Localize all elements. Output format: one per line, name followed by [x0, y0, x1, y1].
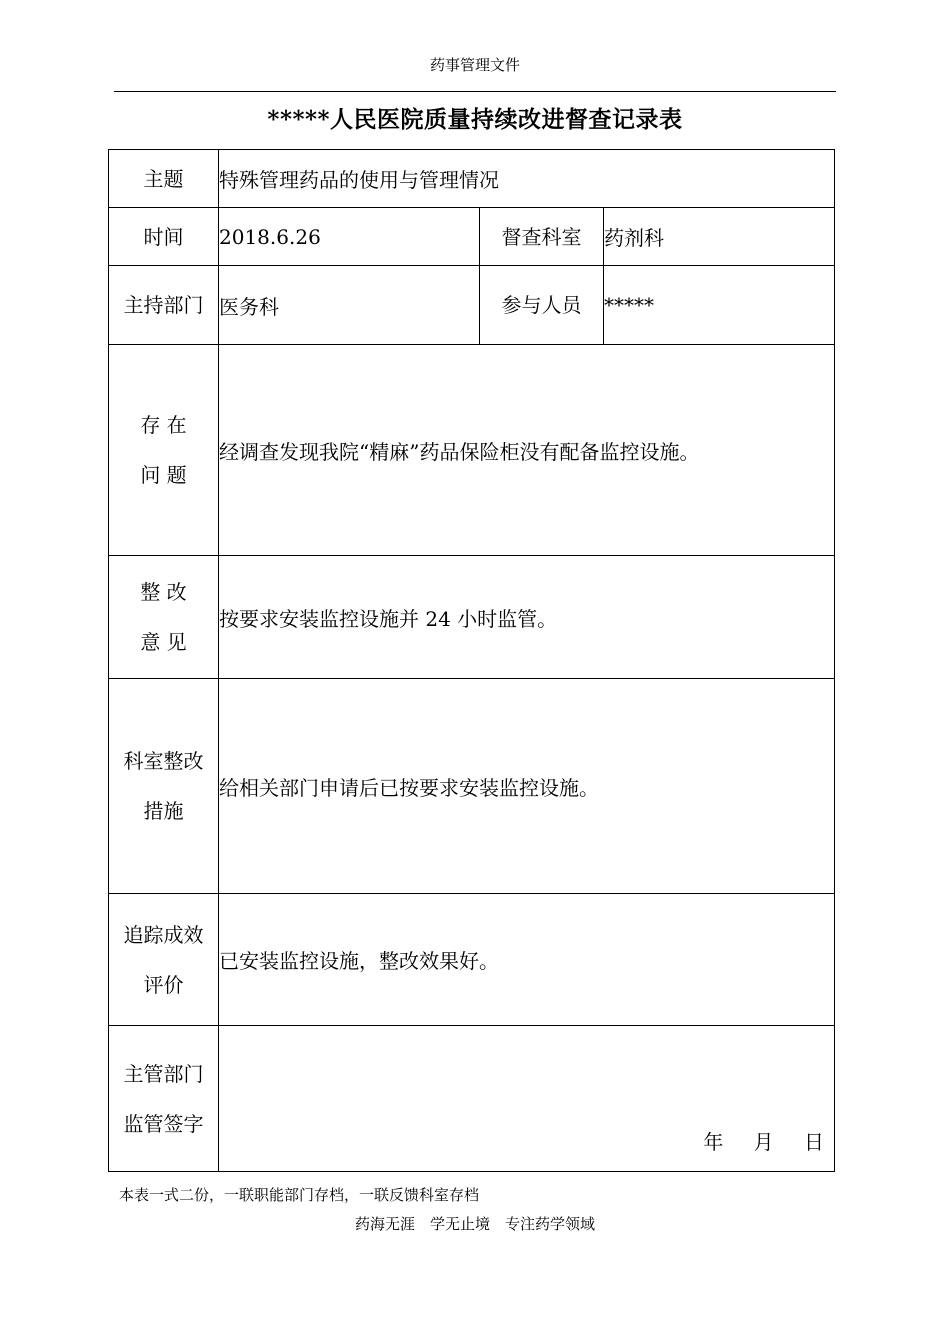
row-time	[109, 208, 835, 266]
inspect-dept-value: 药剂科	[604, 208, 835, 266]
issues-label-line2: 问 题	[140, 463, 187, 487]
date-day: 日	[804, 1130, 825, 1154]
tracking-label-line2: 评价	[143, 972, 184, 997]
measures-value: 给相关部门申请后已按要求安装监控设施。	[219, 679, 835, 894]
inspection-record-table	[108, 149, 835, 1172]
row-issues	[109, 345, 835, 556]
signature-field[interactable]	[219, 1026, 835, 1172]
signature-label-line2: 监管签字	[123, 1111, 204, 1136]
row-subject	[109, 150, 835, 208]
issues-value: 经调查发现我院“精麻”药品保险柜没有配备监控设施。	[219, 345, 835, 556]
row-signature	[109, 1026, 835, 1172]
tracking-value: 已安装监控设施，整改效果好。	[219, 894, 835, 1026]
measures-label-line2: 措施	[143, 799, 184, 823]
document-footer: 药海无涯 学无止境 专注药学领域	[354, 1215, 595, 1233]
rectify-label	[109, 556, 219, 679]
signature-label-line1: 主管部门	[123, 1061, 204, 1086]
measures-label-line1: 科室整改	[123, 749, 204, 773]
rectify-value: 按要求安装监控设施并 24 小时监管。	[219, 556, 835, 679]
host-dept-value: 医务科	[219, 266, 480, 345]
participants-value: *****	[604, 266, 835, 345]
row-host-dept	[109, 266, 835, 345]
rectify-label-line2: 意 见	[140, 630, 187, 654]
tracking-label	[109, 894, 219, 1026]
participants-label: 参与人员	[480, 266, 604, 345]
tracking-label-line1: 追踪成效	[123, 922, 204, 947]
signature-date	[679, 1126, 824, 1155]
document-header: 药事管理文件	[429, 56, 520, 74]
subject-value: 特殊管理药品的使用与管理情况	[219, 150, 835, 208]
measures-label	[109, 679, 219, 894]
time-value: 2018.6.26	[219, 208, 480, 266]
header-divider	[114, 91, 836, 92]
subject-label: 主题	[109, 150, 219, 208]
row-tracking	[109, 894, 835, 1026]
row-rectify	[109, 556, 835, 679]
time-label: 时间	[109, 208, 219, 266]
date-month: 月	[753, 1130, 774, 1154]
signature-label	[109, 1026, 219, 1172]
table-footnote: 本表一式二份，一联职能部门存档，一联反馈科室存档	[119, 1186, 480, 1204]
date-year: 年	[703, 1130, 724, 1154]
row-measures	[109, 679, 835, 894]
inspect-dept-label: 督查科室	[480, 208, 604, 266]
issues-label	[109, 345, 219, 556]
document-title: *****人民医院质量持续改进督查记录表	[267, 106, 683, 133]
host-dept-label: 主持部门	[109, 266, 219, 345]
issues-label-line1: 存 在	[140, 413, 187, 437]
rectify-label-line1: 整 改	[140, 580, 187, 604]
